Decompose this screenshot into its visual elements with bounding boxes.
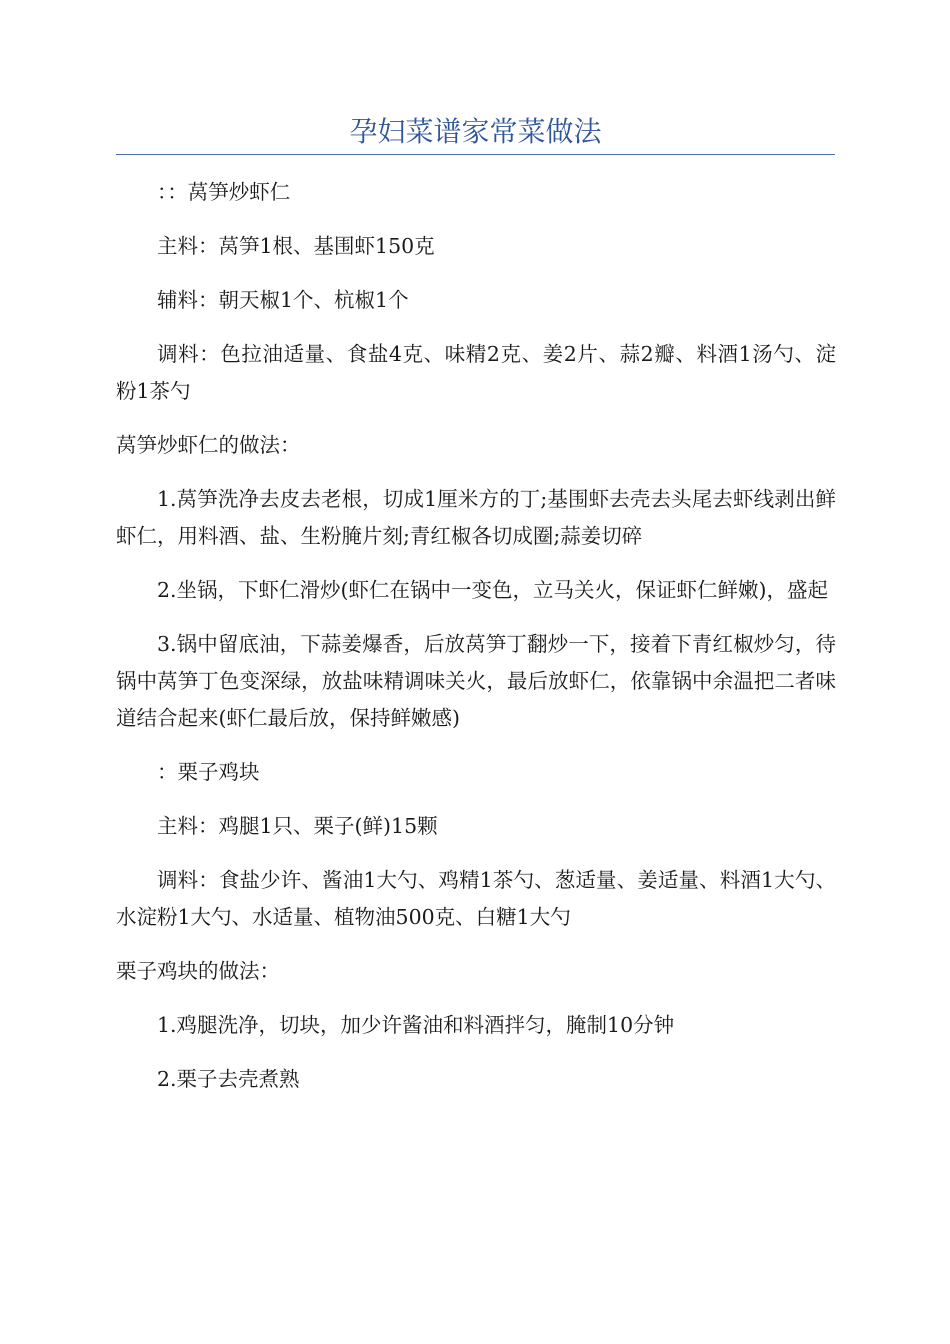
paragraph: 2.栗子去壳煮熟 xyxy=(157,1067,300,1091)
paragraph: 莴笋炒虾仁的做法： xyxy=(116,433,301,457)
paragraph: 主料：鸡腿1只、栗子(鲜)15颗 xyxy=(157,814,438,838)
paragraph: ：栗子鸡块 xyxy=(157,760,260,784)
title-divider xyxy=(116,154,835,155)
paragraph: 调料：色拉油适量、食盐4克、味精2克、姜2片、蒜2瓣、料酒1汤勺、淀粉1茶勺 xyxy=(116,342,836,403)
paragraph: ：：莴笋炒虾仁 xyxy=(157,180,291,204)
document-body xyxy=(116,174,836,1115)
paragraph: 主料：莴笋1根、基围虾150克 xyxy=(157,234,435,258)
paragraph: 1.鸡腿洗净，切块，加少许酱油和料酒拌匀，腌制10分钟 xyxy=(157,1013,675,1037)
paragraph: 1.莴笋洗净去皮去老根，切成1厘米方的丁;基围虾去壳去头尾去虾线剥出鲜虾仁，用料酒、盐、生粉腌片刻;青红椒各切成圈;蒜姜切碎 xyxy=(116,487,836,548)
paragraph: 调料：食盐少许、酱油1大勺、鸡精1茶勺、葱适量、姜适量、料酒1大勺、水淀粉1大勺、水适量、植物油500克、白糖1大勺 xyxy=(116,868,836,929)
paragraph: 3.锅中留底油，下蒜姜爆香，后放莴笋丁翻炒一下，接着下青红椒炒匀，待锅中莴笋丁色变深绿，放盐味精调味关火，最后放虾仁，依靠锅中余温把二者味道结合起来(虾仁最后放，保持鲜嫩感) xyxy=(116,632,836,730)
page-title: 孕妇菜谱家常菜做法 xyxy=(349,115,602,148)
paragraph: 辅料：朝天椒1个、杭椒1个 xyxy=(157,288,409,312)
paragraph: 栗子鸡块的做法： xyxy=(116,959,280,983)
paragraph: 2.坐锅，下虾仁滑炒(虾仁在锅中一变色，立马关火，保证虾仁鲜嫩)，盛起 xyxy=(157,578,829,602)
